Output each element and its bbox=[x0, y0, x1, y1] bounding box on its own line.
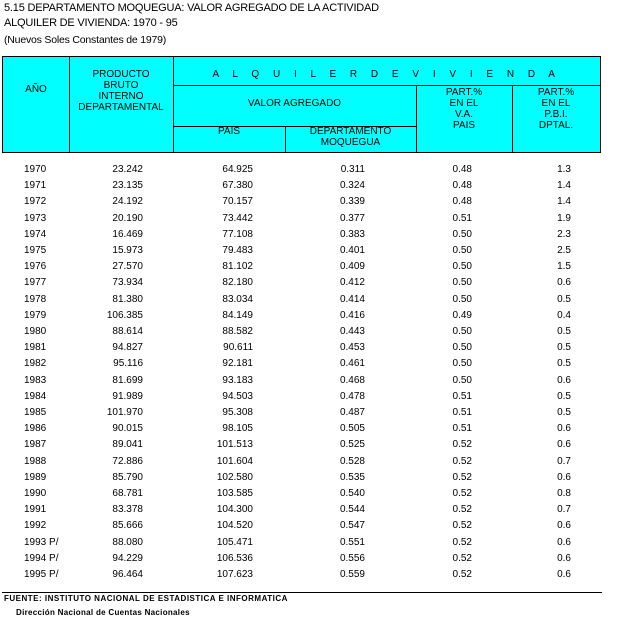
cell-va-pais: 84.149 bbox=[222, 309, 253, 321]
cell-pbi: 73.934 bbox=[112, 277, 143, 289]
cell-pbi: 85.790 bbox=[112, 471, 143, 483]
cell-year: 1979 bbox=[24, 309, 47, 321]
cell-part-pbi: 0.4 bbox=[557, 309, 571, 321]
cell-pbi: 89.041 bbox=[112, 439, 143, 451]
cell-part-pais: 0.50 bbox=[452, 342, 472, 354]
cell-part-pbi: 0.5 bbox=[557, 342, 571, 354]
cell-part-pbi: 0.6 bbox=[557, 277, 571, 289]
header-pbi: PRODUCTO BRUTO INTERNO DEPARTAMENTAL bbox=[78, 69, 164, 113]
cell-year: 1972 bbox=[24, 196, 47, 208]
cell-part-pbi: 0.6 bbox=[557, 374, 571, 386]
cell-year: 1993 P/ bbox=[24, 536, 59, 548]
table-row bbox=[0, 356, 627, 372]
cell-year: 1990 bbox=[24, 488, 47, 499]
source-direction: Dirección Nacional de Cuentas Nacionales bbox=[16, 608, 190, 617]
cell-year: 1994 P/ bbox=[24, 552, 59, 564]
cell-year: 1991 bbox=[24, 504, 47, 516]
cell-pbi: 106.385 bbox=[106, 309, 143, 321]
header-part-pbi: PART.% EN EL P.B.I. DPTAL. bbox=[537, 87, 575, 131]
cell-part-pais: 0.51 bbox=[452, 407, 472, 418]
cell-part-pbi: 0.6 bbox=[557, 552, 571, 564]
cell-part-pbi: 0.5 bbox=[557, 293, 571, 305]
cell-year: 1985 bbox=[24, 407, 47, 418]
cell-pbi: 88.080 bbox=[112, 536, 143, 548]
cell-va-depto: 0.461 bbox=[339, 358, 365, 370]
source-note: FUENTE: INSTITUTO NACIONAL DE ESTADISTICA E INFORMATICA bbox=[4, 594, 288, 603]
cell-va-depto: 0.468 bbox=[339, 374, 365, 386]
cell-year: 1992 bbox=[24, 520, 47, 532]
cell-va-depto: 0.556 bbox=[339, 552, 365, 564]
cell-va-pais: 70.157 bbox=[222, 196, 253, 208]
header-part-pais: PART.% EN EL V.A. PAIS bbox=[445, 87, 483, 131]
cell-part-pbi: 1.4 bbox=[557, 196, 571, 208]
cell-year: 1995 P/ bbox=[24, 569, 59, 580]
cell-va-pais: 107.623 bbox=[216, 569, 253, 580]
cell-year: 1976 bbox=[24, 261, 47, 273]
table-row bbox=[0, 243, 627, 259]
cell-part-pais: 0.52 bbox=[452, 471, 472, 483]
cell-va-pais: 93.183 bbox=[222, 374, 253, 386]
cell-va-pais: 103.585 bbox=[216, 488, 253, 499]
table-row bbox=[0, 194, 627, 210]
cell-va-pais: 98.105 bbox=[222, 423, 253, 435]
cell-va-depto: 0.487 bbox=[339, 407, 365, 418]
cell-va-depto: 0.377 bbox=[339, 212, 365, 224]
cell-year: 1988 bbox=[24, 455, 47, 467]
cell-va-depto: 0.383 bbox=[339, 228, 365, 240]
table-row bbox=[0, 421, 627, 437]
table-row bbox=[0, 324, 627, 340]
cell-pbi: 94.827 bbox=[112, 342, 143, 354]
cell-part-pais: 0.52 bbox=[452, 552, 472, 564]
cell-va-pais: 73.442 bbox=[222, 212, 253, 224]
cell-part-pbi: 0.6 bbox=[557, 423, 571, 435]
cell-va-depto: 0.535 bbox=[339, 471, 365, 483]
cell-va-depto: 0.540 bbox=[339, 488, 365, 499]
cell-part-pais: 0.51 bbox=[452, 390, 472, 402]
cell-part-pbi: 0.6 bbox=[557, 536, 571, 548]
cell-part-pais: 0.51 bbox=[452, 423, 472, 435]
cell-year: 1970 bbox=[24, 164, 47, 175]
table-header bbox=[2, 56, 601, 153]
cell-year: 1975 bbox=[24, 245, 47, 256]
cell-va-pais: 105.471 bbox=[216, 536, 253, 548]
cell-part-pais: 0.52 bbox=[452, 520, 472, 532]
cell-pbi: 24.192 bbox=[112, 196, 143, 208]
table-row bbox=[0, 308, 627, 324]
table-row bbox=[0, 389, 627, 405]
cell-year: 1984 bbox=[24, 390, 47, 402]
cell-pbi: 20.190 bbox=[112, 212, 143, 224]
cell-pbi: 94.229 bbox=[112, 552, 143, 564]
cell-part-pbi: 0.7 bbox=[557, 504, 571, 516]
cell-va-pais: 83.034 bbox=[222, 293, 253, 305]
cell-part-pais: 0.52 bbox=[452, 504, 472, 516]
table-row bbox=[0, 405, 627, 421]
cell-pbi: 85.666 bbox=[112, 520, 143, 532]
cell-part-pais: 0.50 bbox=[452, 261, 472, 273]
table-row bbox=[0, 373, 627, 389]
cell-va-depto: 0.547 bbox=[339, 520, 365, 532]
cell-pbi: 72.886 bbox=[112, 455, 143, 467]
cell-va-pais: 64.925 bbox=[222, 164, 253, 175]
cell-va-depto: 0.505 bbox=[339, 423, 365, 435]
cell-part-pbi: 1.4 bbox=[557, 180, 571, 192]
table-row bbox=[0, 211, 627, 227]
cell-va-pais: 95.308 bbox=[222, 407, 253, 418]
cell-year: 1989 bbox=[24, 471, 47, 483]
cell-part-pbi: 0.8 bbox=[557, 488, 571, 499]
table-row bbox=[0, 486, 627, 502]
cell-va-pais: 81.102 bbox=[222, 261, 253, 273]
cell-va-depto: 0.443 bbox=[339, 326, 365, 337]
cell-va-pais: 77.108 bbox=[222, 228, 253, 240]
cell-pbi: 23.135 bbox=[112, 180, 143, 192]
cell-part-pais: 0.50 bbox=[452, 374, 472, 386]
cell-va-depto: 0.551 bbox=[339, 536, 365, 548]
cell-year: 1980 bbox=[24, 326, 47, 337]
table-row bbox=[0, 454, 627, 470]
cell-part-pais: 0.48 bbox=[452, 164, 472, 175]
cell-part-pbi: 0.7 bbox=[557, 455, 571, 467]
cell-part-pais: 0.50 bbox=[452, 293, 472, 305]
table-row bbox=[0, 275, 627, 291]
cell-part-pais: 0.52 bbox=[452, 455, 472, 467]
cell-year: 1971 bbox=[24, 180, 47, 192]
cell-part-pbi: 0.6 bbox=[557, 569, 571, 580]
cell-va-depto: 0.525 bbox=[339, 439, 365, 451]
cell-pbi: 96.464 bbox=[112, 569, 143, 580]
cell-pbi: 81.380 bbox=[112, 293, 143, 305]
table-row bbox=[0, 535, 627, 551]
cell-va-pais: 106.536 bbox=[216, 552, 253, 564]
cell-part-pbi: 0.5 bbox=[557, 407, 571, 418]
cell-part-pais: 0.50 bbox=[452, 326, 472, 337]
cell-part-pais: 0.48 bbox=[452, 180, 472, 192]
cell-pbi: 91.989 bbox=[112, 390, 143, 402]
cell-part-pais: 0.50 bbox=[452, 228, 472, 240]
cell-pbi: 83.378 bbox=[112, 504, 143, 516]
cell-part-pais: 0.51 bbox=[452, 212, 472, 224]
cell-year: 1981 bbox=[24, 342, 47, 354]
cell-va-depto: 0.414 bbox=[339, 293, 365, 305]
header-valor-agregado: VALOR AGREGADO bbox=[247, 98, 342, 109]
table-row bbox=[0, 227, 627, 243]
cell-pbi: 15.973 bbox=[112, 245, 143, 256]
cell-part-pbi: 0.5 bbox=[557, 390, 571, 402]
cell-year: 1982 bbox=[24, 358, 47, 370]
cell-part-pais: 0.52 bbox=[452, 439, 472, 451]
table-row bbox=[0, 162, 627, 178]
cell-part-pais: 0.52 bbox=[452, 488, 472, 499]
cell-part-pais: 0.50 bbox=[452, 277, 472, 289]
cell-va-pais: 101.513 bbox=[216, 439, 253, 451]
cell-part-pais: 0.52 bbox=[452, 569, 472, 580]
cell-va-depto: 0.478 bbox=[339, 390, 365, 402]
cell-va-depto: 0.409 bbox=[339, 261, 365, 273]
cell-year: 1974 bbox=[24, 228, 47, 240]
header-ano: AÑO bbox=[25, 84, 47, 95]
cell-va-depto: 0.339 bbox=[339, 196, 365, 208]
cell-va-depto: 0.544 bbox=[339, 504, 365, 516]
cell-part-pbi: 0.6 bbox=[557, 439, 571, 451]
cell-va-pais: 101.604 bbox=[216, 455, 253, 467]
cell-va-pais: 104.300 bbox=[216, 504, 253, 516]
cell-pbi: 95.116 bbox=[113, 358, 143, 370]
header-alquiler-vivienda: A L Q U I L E R D E V I V I E N D A bbox=[212, 69, 561, 80]
cell-part-pbi: 0.5 bbox=[557, 326, 571, 337]
table-row bbox=[0, 178, 627, 194]
cell-pbi: 68.781 bbox=[112, 488, 143, 499]
cell-part-pais: 0.48 bbox=[452, 196, 472, 208]
cell-va-depto: 0.412 bbox=[339, 277, 365, 289]
cell-part-pais: 0.49 bbox=[452, 309, 472, 321]
cell-year: 1978 bbox=[24, 293, 47, 305]
cell-part-pbi: 2.3 bbox=[557, 228, 571, 240]
cell-pbi: 27.570 bbox=[112, 261, 143, 273]
cell-part-pbi: 2.5 bbox=[557, 245, 571, 256]
header-pais: PAIS bbox=[217, 126, 241, 137]
cell-part-pais: 0.52 bbox=[452, 536, 472, 548]
cell-pbi: 81.699 bbox=[112, 374, 143, 386]
cell-part-pbi: 0.6 bbox=[557, 520, 571, 532]
header-departamento: DEPARTAMENTO MOQUEGUA bbox=[309, 126, 392, 148]
cell-pbi: 23.242 bbox=[112, 164, 143, 175]
table-row bbox=[0, 518, 627, 534]
table-row bbox=[0, 292, 627, 308]
units-note: (Nuevos Soles Constantes de 1979) bbox=[4, 34, 167, 46]
cell-part-pais: 0.50 bbox=[452, 358, 472, 370]
cell-part-pais: 0.50 bbox=[452, 245, 472, 256]
table-row bbox=[0, 340, 627, 356]
cell-va-depto: 0.311 bbox=[340, 164, 365, 175]
cell-va-pais: 94.503 bbox=[222, 390, 253, 402]
cell-va-depto: 0.453 bbox=[339, 342, 365, 354]
cell-va-depto: 0.401 bbox=[339, 245, 365, 256]
cell-part-pbi: 1.5 bbox=[557, 261, 571, 273]
cell-va-depto: 0.324 bbox=[339, 180, 365, 192]
cell-va-pais: 82.180 bbox=[222, 277, 253, 289]
cell-year: 1983 bbox=[24, 374, 47, 386]
cell-year: 1977 bbox=[24, 277, 47, 289]
table-subtitle: ALQUILER DE VIVIENDA: 1970 - 95 bbox=[4, 17, 178, 29]
cell-year: 1973 bbox=[24, 212, 47, 224]
cell-va-depto: 0.559 bbox=[339, 569, 365, 580]
table-title: 5.15 DEPARTAMENTO MOQUEGUA: VALOR AGREGADO DE LA ACTIVIDAD bbox=[4, 2, 379, 14]
cell-va-pais: 88.582 bbox=[222, 326, 253, 337]
table-row bbox=[0, 470, 627, 486]
cell-va-pais: 79.483 bbox=[222, 245, 253, 256]
cell-va-depto: 0.528 bbox=[339, 455, 365, 467]
cell-part-pbi: 1.9 bbox=[557, 212, 571, 224]
cell-part-pbi: 1.3 bbox=[557, 164, 571, 175]
table-row bbox=[0, 502, 627, 518]
cell-year: 1987 bbox=[24, 439, 47, 451]
cell-part-pbi: 0.6 bbox=[557, 471, 571, 483]
table-row bbox=[0, 567, 627, 583]
cell-year: 1986 bbox=[24, 423, 47, 435]
footer-divider bbox=[2, 592, 602, 593]
cell-va-pais: 90.611 bbox=[223, 342, 253, 354]
cell-va-pais: 104.520 bbox=[216, 520, 253, 532]
cell-pbi: 16.469 bbox=[112, 228, 143, 240]
cell-pbi: 101.970 bbox=[106, 407, 143, 418]
table-row bbox=[0, 437, 627, 453]
cell-pbi: 88.614 bbox=[112, 326, 143, 337]
table-row bbox=[0, 551, 627, 567]
cell-va-pais: 102.580 bbox=[216, 471, 253, 483]
cell-va-depto: 0.416 bbox=[339, 309, 365, 321]
cell-va-pais: 67.380 bbox=[222, 180, 253, 192]
cell-va-pais: 92.181 bbox=[222, 358, 253, 370]
cell-pbi: 90.015 bbox=[112, 423, 143, 435]
cell-part-pbi: 0.5 bbox=[557, 358, 571, 370]
table-row bbox=[0, 259, 627, 275]
